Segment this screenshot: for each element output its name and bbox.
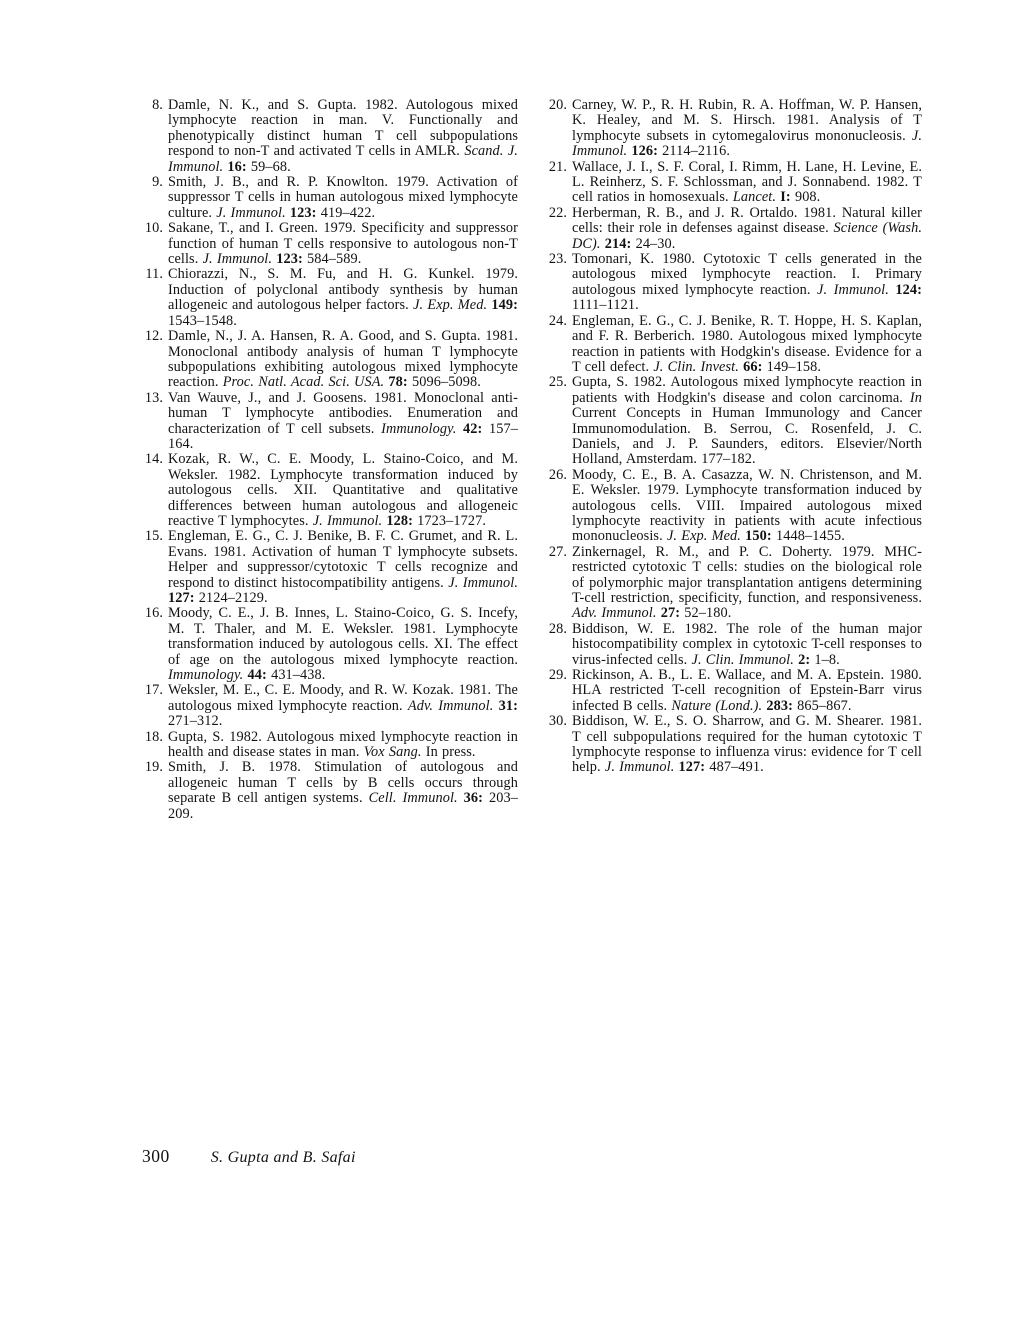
reference-number: 17. (144, 682, 163, 699)
reference-entry (544, 314, 922, 376)
running-title: S. Gupta and B. Safai (210, 1149, 356, 1166)
reference-text: Moody, C. E., J. B. Innes, L. Staino-Coico, G. S. Incefy, M. T. Thaler, and M. E. Weksler. 1981. Lymphocyte transformation induced by autologous cells. XI. The effect of age on the autologous mixed lymphocyte reaction. (168, 605, 518, 668)
reference-text: 128: (386, 512, 413, 529)
reference-number: 16. (144, 605, 163, 622)
reference-number: 18. (144, 728, 163, 745)
reference-entry (544, 375, 922, 467)
reference-text: 203–209. (168, 790, 518, 822)
reference-text: Proc. Natl. Acad. Sci. USA. (222, 374, 389, 391)
reference-text: 124: (895, 281, 922, 298)
reference-text: 59–68. (246, 158, 291, 175)
reference-number: 20. (548, 97, 567, 113)
reference-text: Carney, W. P., R. H. Rubin, R. A. Hoffman, W. P. Hansen, K. Healey, and M. S. Hirsch. 1981. Analysis of T lymphocyte subsets in cytomegalovirus mononucleosis. (572, 97, 922, 144)
ref-column-left (140, 98, 518, 822)
reference-text: 78: (388, 374, 408, 391)
reference-number: 14. (144, 451, 163, 468)
reference-text: 908. (790, 189, 821, 206)
reference-text: 5096–5098. (407, 374, 481, 391)
reference-entry (544, 206, 922, 252)
reference-text: I: (780, 189, 791, 206)
reference-text: J. Exp. Med. (666, 528, 746, 545)
reference-text: Damle, N. K., and S. Gupta. 1982. Autologous mixed lymphocyte reaction in man. V. Functionally and phenotypically distinct human T cell subpopulations respond to non-T and activated T cells in AMLR. (168, 97, 518, 160)
reference-text: Smith, J. B. 1978. Stimulation of autologous and allogeneic human T cells by B cells occurs through separate B cell antigen systems. (168, 759, 518, 807)
reference-text: 865–867. (792, 697, 852, 714)
reference-text: Kozak, R. W., C. E. Moody, L. Staino-Coico, and M. Weksler. 1982. Lymphocyte transformation induced by autologous cells. XII. Quantitative and qualitative differences between human autologous and allogeneic reactive T lymphocytes. (168, 451, 518, 529)
reference-number: 10. (144, 220, 163, 237)
reference-text: Chiorazzi, N., S. M. Fu, and H. G. Kunkel. 1979. Induction of polyclonal antibody synthesis by human allogeneic and autologous helper factors. (168, 266, 518, 314)
reference-text: Engleman, E. G., C. J. Benike, R. T. Hoppe, H. S. Kaplan, and F. R. Berberich. 1980. Autologous mixed lymphocyte reaction in patients with Hodgkin's disease. Evidence for a T cell defect. (572, 312, 922, 375)
reference-entry (544, 622, 922, 668)
reference-text: 1543–1548. (168, 312, 237, 329)
reference-entry (140, 391, 518, 453)
reference-text: 149: (491, 297, 518, 314)
reference-number: 30. (548, 713, 567, 730)
reference-text: 127: (678, 759, 706, 776)
reference-text: 123: (276, 251, 303, 268)
reference-number: 26. (548, 466, 567, 483)
reference-text: 24–30. (631, 235, 676, 252)
reference-text: 27: (660, 605, 681, 622)
reference-text: Gupta, S. 1982. Autologous mixed lymphocyte reaction in health and disease states in man. (168, 728, 518, 761)
reference-text: Sakane, T., and I. Green. 1979. Specificity and suppressor function of human T cells responsive to autologous non-T cells. (168, 220, 518, 268)
reference-text: 214: (604, 235, 632, 252)
page-number: 300 (142, 1146, 170, 1166)
reference-text: Current Concepts in Human Immunology and Cancer Immunomodulation. B. Serrou, C. Rosenfeld, J. C. Daniels, and J. P. Saunders, editors. Elsevier/North Holland, Amsterdam. 177–182. (572, 405, 922, 468)
reference-number: 15. (144, 528, 163, 545)
reference-text: Damle, N., J. A. Hansen, R. A. Good, and S. Gupta. 1981. Monoclonal antibody analysis of human T lymphocyte subpopulations exhibiting autologous mixed lymphocyte reaction. (168, 328, 518, 391)
reference-number: 9. (152, 174, 163, 191)
reference-text: Moody, C. E., B. A. Casazza, W. N. Christenson, and M. E. Weksler. 1979. Lymphocyte transformation induced by autologous cells. VIII. Impaired autologous mixed lymphocyte reactivity in patients with acute infectious mononucleosis. (572, 466, 922, 545)
reference-number: 25. (548, 374, 567, 391)
reference-entry (140, 606, 518, 683)
reference-entry (140, 329, 518, 391)
reference-entry (544, 98, 922, 160)
reference-text: J. Immunol. (216, 204, 290, 221)
reference-number: 21. (548, 158, 567, 175)
reference-text: J. Immunol. (202, 251, 277, 268)
reference-text: 1448–1455. (771, 528, 845, 545)
reference-text: Wallace, J. I., S. F. Coral, I. Rimm, H. Lane, H. Levine, E. L. Reinherz, S. F. Schlossman, and J. Sonnabend. 1982. T cell ratios in homosexuals. (572, 158, 922, 206)
reference-number: 23. (548, 251, 567, 268)
reference-entry (140, 452, 518, 529)
reference-text: Scand. J. Immunol. (168, 143, 518, 175)
reference-entry (140, 730, 518, 761)
reference-text: Nature (Lond.). (671, 697, 767, 714)
reference-text: 419–422. (316, 204, 376, 221)
reference-text: J. Immunol. (604, 759, 679, 776)
reference-text: 31: (498, 697, 518, 714)
reference-text: Gupta, S. 1982. Autologous mixed lymphocyte reaction in patients with Hodgkin's disease and colon carcinoma. (572, 374, 922, 406)
reference-text: 44: (247, 667, 267, 684)
reference-text: Engleman, E. G., C. J. Benike, B. F. C. Grumet, and R. L. Evans. 1981. Activation of human T lymphocyte subsets. Helper and suppressor/cytotoxic T cells recognize and respond to distinct histocompatibility antigens. (168, 528, 518, 591)
reference-entry (544, 668, 922, 714)
reference-text: Adv. Immunol. (572, 605, 661, 622)
reference-number: 29. (548, 667, 567, 684)
reference-text: 36: (463, 790, 484, 807)
reference-text: In press. (425, 744, 476, 761)
reference-text: J. Clin. Immunol. (691, 651, 799, 668)
reference-text: Tomonari, K. 1980. Cytotoxic T cells generated in the autologous mixed lymphocyte reaction. I. Primary autologous mixed lymphocyte reaction. (572, 251, 922, 298)
reference-text: 1723–1727. (413, 512, 487, 529)
reference-text: Rickinson, A. B., L. E. Wallace, and M. A. Epstein. 1980. HLA restricted T-cell recognition of Epstein-Barr virus infected B cells. (572, 667, 922, 714)
reference-text: 150: (745, 528, 772, 545)
reference-number: 22. (548, 204, 567, 221)
reference-text: 283: (766, 697, 793, 714)
reference-text: J. Immunol. (448, 574, 518, 591)
reference-text: Van Wauve, J., and J. Goosens. 1981. Monoclonal anti-human T lymphocyte antibodies. Enumeration and characterization of T cell subsets. (168, 389, 518, 437)
reference-text: Immunology. (168, 667, 248, 684)
reference-text: 1–8. (810, 651, 840, 668)
reference-entry (140, 529, 518, 606)
reference-entry (544, 252, 922, 314)
reference-text: J. Immunol. (572, 127, 922, 160)
reference-entry (544, 468, 922, 545)
reference-number: 24. (548, 312, 567, 329)
reference-number: 28. (548, 620, 567, 637)
ref-column-right (544, 98, 922, 822)
reference-entry (544, 160, 922, 206)
reference-number: 19. (144, 759, 163, 776)
reference-number: 11. (145, 266, 163, 283)
reference-text: 16: (227, 158, 247, 175)
page-footer (142, 1146, 356, 1167)
reference-text: 2124–2129. (194, 590, 268, 606)
reference-entry (140, 267, 518, 329)
reference-text: Vox Sang. (363, 744, 426, 761)
references-section (140, 98, 922, 822)
reference-entry (544, 714, 922, 776)
reference-text: 2114–2116. (658, 143, 731, 160)
reference-text: 123: (289, 204, 317, 221)
reference-text: In (909, 389, 922, 406)
reference-number: 13. (144, 389, 163, 406)
reference-entry (140, 175, 518, 221)
reference-text: J. Immunol. (817, 281, 896, 298)
reference-text: 271–312. (168, 713, 223, 730)
reference-text: 52–180. (680, 605, 732, 622)
reference-text: 127: (168, 590, 195, 606)
reference-text: J. Immunol. (312, 512, 387, 529)
reference-entry (140, 760, 518, 822)
reference-text: 487–491. (705, 759, 764, 776)
reference-entry (544, 545, 922, 622)
reference-text: 149–158. (762, 358, 822, 375)
reference-number: 27. (548, 543, 567, 560)
reference-entry (140, 98, 518, 175)
reference-text: Zinkernagel, R. M., and P. C. Doherty. 1979. MHC-restricted cytotoxic T cells: studies on the biological role of polymorphic major transplantation antigens determining T-cell restriction, specificity, function, and responsiveness. (572, 543, 922, 606)
reference-text: J. Clin. Invest. (653, 358, 744, 375)
reference-number: 8. (152, 97, 163, 113)
reference-entry (140, 683, 518, 729)
reference-text: 42: (463, 420, 483, 437)
reference-text: Science (Wash. DC). (572, 220, 923, 252)
reference-text: 126: (631, 143, 658, 160)
reference-text: Immunology. (381, 420, 464, 437)
reference-entry (140, 221, 518, 267)
reference-text: Herberman, R. B., and J. R. Ortaldo. 1981. Natural killer cells: their role in defenses against disease. (572, 204, 922, 237)
reference-text: Smith, J. B., and R. P. Knowlton. 1979. Activation of suppressor T cells in human autologous mixed lymphocyte culture. (168, 174, 518, 221)
reference-text: 2: (798, 651, 811, 668)
reference-text: Lancet. (732, 189, 781, 206)
reference-text: Cell. Immunol. (368, 790, 464, 807)
reference-text: Weksler, M. E., C. E. Moody, and R. W. Kozak. 1981. The autologous mixed lymphocyte reaction. (168, 682, 518, 714)
reference-text: 157–164. (168, 420, 519, 452)
reference-number: 12. (144, 328, 163, 345)
reference-text: Biddison, W. E., S. O. Sharrow, and G. M. Shearer. 1981. T cell subpopulations required for the human cytotoxic T lymphocyte response to influenza virus: evidence for T cell help. (572, 713, 922, 776)
reference-text: Adv. Immunol. (407, 697, 499, 714)
reference-text: Biddison, W. E. 1982. The role of the human major histocompatibility complex in cytotoxic T-cell responses to virus-infected cells. (572, 620, 922, 668)
reference-text: 431–438. (266, 667, 326, 684)
reference-text: J. Exp. Med. (413, 297, 492, 314)
reference-text: 66: (743, 358, 763, 375)
reference-text: 584–589. (302, 251, 362, 268)
reference-text: 1111–1121. (572, 297, 639, 314)
